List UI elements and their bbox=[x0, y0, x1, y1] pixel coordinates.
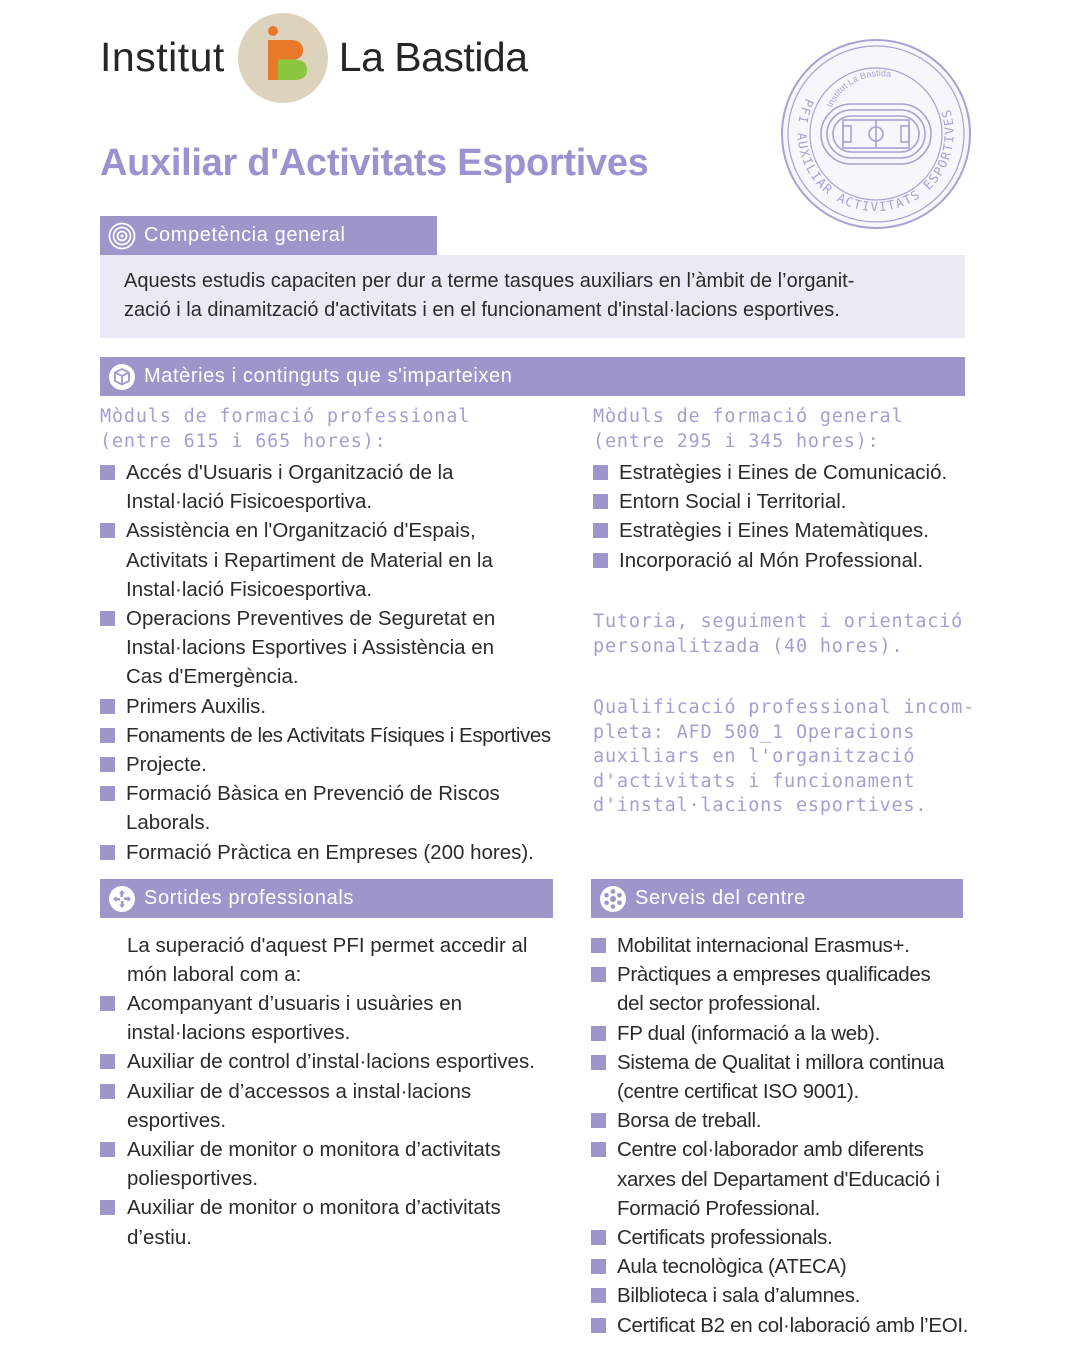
bullet-square bbox=[100, 1084, 115, 1099]
bullet-square bbox=[100, 465, 115, 480]
qualif-line-1: Qualificació professional incom- bbox=[593, 697, 976, 718]
cube-icon bbox=[108, 363, 136, 391]
serveis-item-4-l1: Sistema de Qualitat i millora continua bbox=[617, 1050, 945, 1074]
list-item bbox=[100, 1193, 560, 1251]
general-item-4: Incorporació al Món Professional. bbox=[619, 548, 924, 572]
tutoria-line-2: personalitzada (40 hores). bbox=[593, 635, 904, 657]
fp-item-2-l3: Instal·lació Fisicoesportiva. bbox=[126, 577, 373, 601]
bullet-square bbox=[100, 845, 115, 860]
bullet-square bbox=[100, 699, 115, 714]
fp-item-7-l2: Laborals. bbox=[126, 811, 211, 835]
sortides-item-5-l2: d’estiu. bbox=[127, 1225, 192, 1249]
bullet-square bbox=[593, 465, 608, 480]
bullet-square bbox=[591, 938, 606, 953]
bullet-square bbox=[591, 1055, 606, 1070]
bullet-square bbox=[100, 523, 115, 538]
bullet-square bbox=[593, 553, 608, 568]
fp-item-7-l1: Formació Bàsica en Prevenció de Riscos bbox=[126, 782, 500, 806]
list-item bbox=[591, 1106, 976, 1135]
serveis-item-4-l2: (centre certificat ISO 9001). bbox=[617, 1080, 859, 1104]
list-item bbox=[593, 546, 973, 575]
serveis-item-7: Certificats professionals. bbox=[617, 1226, 833, 1250]
bullet-square bbox=[100, 786, 115, 801]
list-item bbox=[591, 1311, 976, 1340]
sortides-item-4-l1: Auxiliar de monitor o monitora d’activitats bbox=[127, 1138, 501, 1162]
fp-modules-list bbox=[100, 458, 570, 867]
sortides-item-4-l2: poliesportives. bbox=[127, 1167, 259, 1191]
fp-item-6: Projecte. bbox=[126, 753, 207, 777]
fp-item-1-l1: Accés d'Usuaris i Organització de la bbox=[126, 461, 454, 484]
list-item bbox=[591, 1135, 976, 1223]
fp-item-5: Fonaments de les Activitats Físiques i Esportives bbox=[126, 723, 551, 747]
bullet-square bbox=[100, 757, 115, 772]
bullet-square bbox=[100, 1054, 115, 1069]
list-item bbox=[591, 1019, 976, 1048]
bullet-square bbox=[593, 523, 608, 538]
bullet-square bbox=[593, 494, 608, 509]
list-item bbox=[100, 838, 570, 867]
fp-item-3-l3: Cas d'Emergència. bbox=[126, 665, 299, 689]
serveis-item-9: Bilblioteca i sala d’alumnes. bbox=[617, 1284, 861, 1308]
competencia-box bbox=[100, 255, 965, 338]
sortides-item-2: Auxiliar de control d’instal·lacions esportives. bbox=[127, 1050, 535, 1074]
bullet-square bbox=[591, 1142, 606, 1157]
sortides-item-1-l1: Acompanyant d’usuaris i usuàries en bbox=[127, 992, 463, 1015]
list-item bbox=[100, 516, 570, 604]
school-logo-icon bbox=[237, 12, 329, 104]
header bbox=[100, 10, 528, 105]
serveis-item-8: Aula tecnològica (ATECA) bbox=[617, 1255, 847, 1279]
qualif-line-4: d'activitats i funcionament bbox=[593, 770, 916, 792]
list-item bbox=[591, 1223, 976, 1252]
serveis-item-6-l2: xarxes del Departament d'Educació i bbox=[617, 1167, 940, 1191]
competencia-heading bbox=[100, 216, 437, 255]
qualif-line-2: pleta: AFD 500_1 Operacions bbox=[593, 721, 916, 743]
list-item bbox=[593, 516, 973, 545]
list-item bbox=[100, 721, 570, 750]
tutoria-text bbox=[593, 610, 963, 659]
competencia-line-2: zació i la dinamització d'activitats i en el funcionament d'instal·lacions esportives. bbox=[124, 299, 840, 321]
qualif-line-3: auxiliars en l'organització bbox=[593, 746, 916, 767]
list-item bbox=[100, 458, 570, 516]
sortides-list bbox=[100, 989, 560, 1252]
bullet-square bbox=[100, 1142, 115, 1157]
bullet-square bbox=[591, 1230, 606, 1245]
sortides-heading-label: Sortides professionals bbox=[144, 887, 354, 909]
fp-item-2-l1: Assistència en l'Organització d'Espais, bbox=[126, 519, 476, 543]
list-item bbox=[100, 1047, 560, 1076]
materies-heading-label: Matèries i continguts que s'imparteixen bbox=[144, 365, 513, 387]
fp-item-8: Formació Pràctica en Empreses (200 hores). bbox=[126, 840, 534, 864]
bullet-square bbox=[100, 996, 115, 1011]
list-item bbox=[591, 960, 976, 1018]
general-modules-list bbox=[593, 458, 973, 575]
general-modules-subtitle bbox=[593, 405, 903, 454]
sortides-item-1-l2: instal·lacions esportives. bbox=[127, 1021, 351, 1045]
serveis-heading bbox=[591, 879, 963, 918]
pfi-stamp bbox=[780, 38, 972, 230]
qualif-line-5: d'instal·lacions esportives. bbox=[593, 795, 928, 816]
tutoria-line-1: Tutoria, seguiment i orientació bbox=[593, 611, 964, 632]
serveis-heading-label: Serveis del centre bbox=[635, 887, 806, 909]
bullet-square bbox=[591, 1288, 606, 1303]
general-item-1: Estratègies i Eines de Comunicació. bbox=[619, 461, 948, 484]
serveis-item-2-l1: Pràctiques a empreses qualificades bbox=[617, 963, 931, 987]
list-item bbox=[100, 692, 570, 721]
bullet-square bbox=[591, 1113, 606, 1128]
general-item-2: Entorn Social i Territorial. bbox=[619, 490, 847, 514]
qualificacio-text bbox=[593, 696, 975, 819]
serveis-item-6-l3: Formació Professional. bbox=[617, 1196, 821, 1220]
sortides-intro bbox=[127, 931, 527, 989]
bullet-square bbox=[100, 728, 115, 743]
bullet-square bbox=[591, 1026, 606, 1041]
list-item bbox=[593, 487, 973, 516]
list-item bbox=[100, 1135, 560, 1193]
list-item bbox=[591, 1252, 976, 1281]
list-item bbox=[591, 1048, 976, 1106]
brand-institut: Institut bbox=[100, 34, 225, 80]
fp-modules-subtitle bbox=[100, 405, 470, 454]
fp-item-3-l1: Operacions Preventives de Seguretat en bbox=[126, 607, 496, 631]
sortides-intro-2: món laboral com a: bbox=[127, 963, 302, 987]
bullet-square bbox=[100, 1200, 115, 1215]
list-item bbox=[591, 931, 976, 960]
sortides-heading bbox=[100, 879, 553, 918]
list-item bbox=[593, 458, 973, 487]
materies-heading bbox=[100, 357, 965, 396]
serveis-item-3: FP dual (informació a la web). bbox=[617, 1021, 880, 1045]
general-modules-subtitle-1: Mòduls de formació general bbox=[593, 406, 904, 427]
bullet-square bbox=[100, 611, 115, 626]
fp-modules-subtitle-1: Mòduls de formació professional bbox=[100, 406, 471, 427]
bullet-square bbox=[591, 1318, 606, 1333]
list-item bbox=[100, 989, 560, 1047]
list-item bbox=[100, 779, 570, 837]
serveis-list bbox=[591, 931, 976, 1340]
competencia-line-1: Aquests estudis capaciten per dur a terme tasques auxiliars en l’àmbit de l’organit- bbox=[124, 270, 855, 292]
bullet-square bbox=[591, 967, 606, 982]
list-item bbox=[100, 604, 570, 692]
fp-item-2-l2: Activitats i Repartiment de Material en la bbox=[126, 548, 493, 572]
fp-item-1-l2: Instal·lació Fisicoesportiva. bbox=[126, 490, 373, 514]
general-item-3: Estratègies i Eines Matemàtiques. bbox=[619, 519, 929, 543]
sortides-item-5-l1: Auxiliar de monitor o monitora d’activitats bbox=[127, 1196, 501, 1220]
list-item bbox=[591, 1281, 976, 1310]
page-title: Auxiliar d'Activitats Esportives bbox=[100, 142, 649, 184]
competencia-heading-label: Competència general bbox=[144, 224, 346, 246]
general-modules-subtitle-2: (entre 295 i 345 hores): bbox=[593, 430, 880, 452]
fp-item-4: Primers Auxilis. bbox=[126, 694, 267, 718]
sortides-item-3-l1: Auxiliar de d’accessos a instal·lacions bbox=[127, 1079, 472, 1103]
serveis-item-5: Borsa de treball. bbox=[617, 1109, 762, 1133]
stamp-top-text: Institut La Bastida bbox=[824, 68, 892, 109]
serveis-item-10: Certificat B2 en col·laboració amb l’EOI. bbox=[617, 1313, 969, 1337]
network-icon bbox=[599, 885, 627, 913]
bullet-square bbox=[591, 1259, 606, 1274]
svg-text:B: B bbox=[282, 95, 284, 97]
directions-icon bbox=[108, 885, 136, 913]
target-icon bbox=[108, 222, 136, 250]
list-item bbox=[100, 1077, 560, 1135]
sortides-intro-1: La superació d'aquest PFI permet accedir al bbox=[127, 934, 528, 957]
fp-modules-subtitle-2: (entre 615 i 665 hores): bbox=[100, 430, 387, 452]
sortides-item-3-l2: esportives. bbox=[127, 1108, 227, 1132]
fp-item-3-l2: Instal·lacions Esportives i Assistència en bbox=[126, 636, 495, 660]
brand-la-bastida: La Bastida bbox=[338, 34, 528, 80]
serveis-item-1: Mobilitat internacional Erasmus+. bbox=[617, 934, 910, 957]
stamp-ring-text: PFI AUXILIAR ACTIVITATS ESPORTIVES bbox=[794, 96, 957, 215]
list-item bbox=[100, 750, 570, 779]
serveis-item-6-l1: Centre col·laborador amb diferents bbox=[617, 1138, 924, 1162]
serveis-item-2-l2: del sector professional. bbox=[617, 992, 821, 1016]
